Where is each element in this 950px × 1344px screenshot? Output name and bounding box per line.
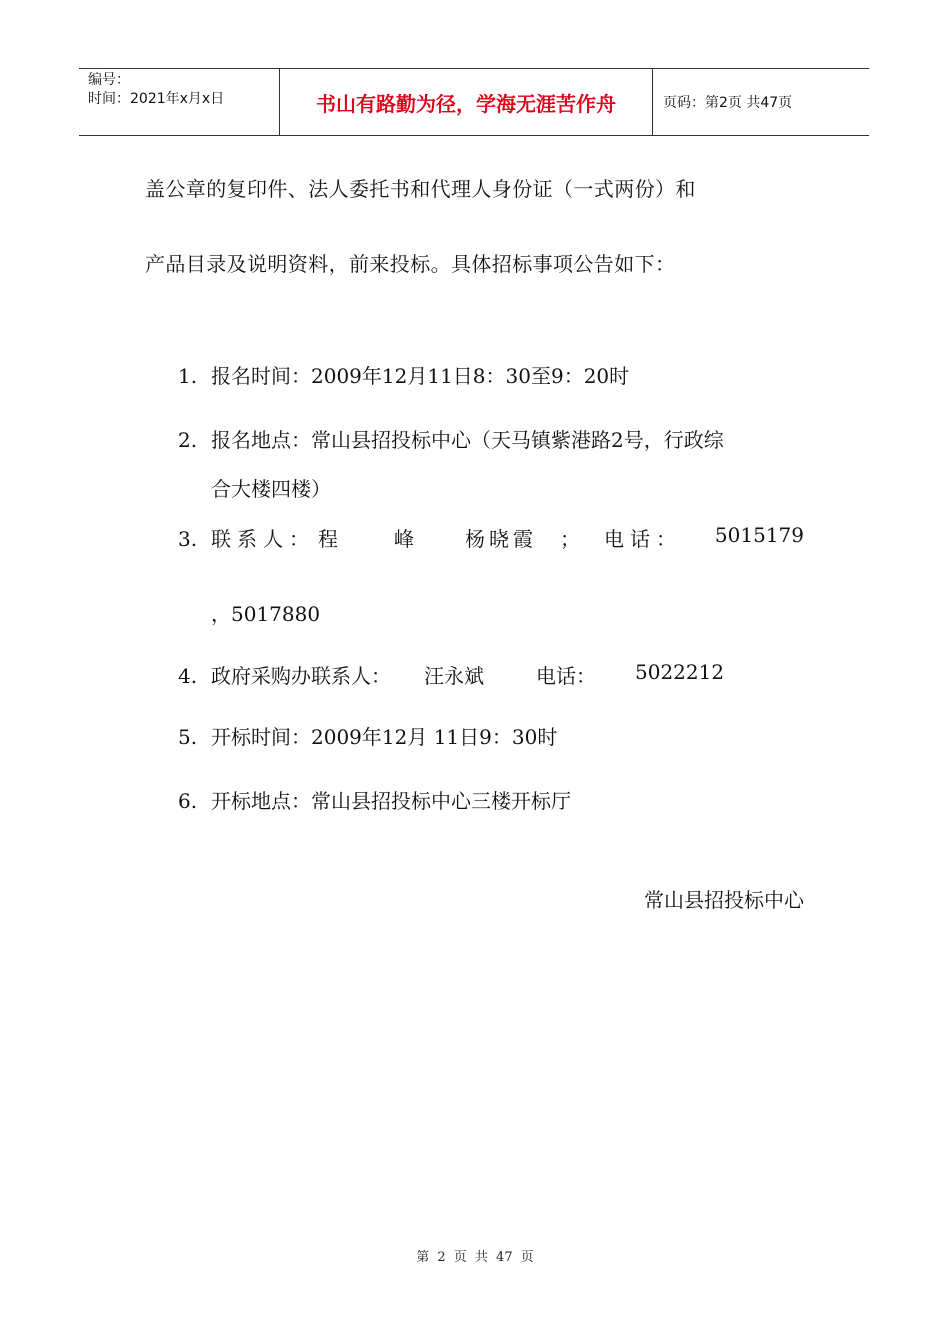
list-item-continuation: ，5017880 <box>211 602 321 626</box>
number-label: 编号： <box>88 72 130 88</box>
paragraph-line-2: 产品目录及说明资料，前来投标。具体招标事项公告如下： <box>145 252 676 276</box>
list-text: 开标地点：常山县招投标中心三楼开标厅 <box>211 789 571 813</box>
list-item <box>178 424 724 453</box>
list-item <box>178 785 571 814</box>
list-text: 开标时间：2009年12月 11日9：30时 <box>211 725 558 749</box>
paragraph-line-1: 盖公章的复印件、法人委托书和代理人身份证（一式两份）和 <box>145 177 696 201</box>
list-text: 报名地点：常山县招投标中心（天马镇紫港路2号，行政综 <box>211 428 724 452</box>
list-number: 5. <box>178 725 198 749</box>
phone-number: 5022212 <box>635 660 725 684</box>
page-footer: 第 2 页 共 47 页 <box>416 1250 534 1265</box>
list-item-continuation: 合大楼四楼） <box>211 477 331 501</box>
list-number: 4. <box>178 664 198 688</box>
header-page-info: 页码：第2页 共47页 <box>663 95 793 111</box>
time-label: 时间：2021年x月x日 <box>88 91 225 107</box>
header-motto: 书山有路勤为径，学海无涯苦作舟 <box>280 69 653 135</box>
contact-label: 联系人： <box>211 527 315 551</box>
contact-label: 政府采购办联系人： <box>211 664 391 688</box>
phone-label: 电话： <box>536 664 596 688</box>
contact-person-1: 程 峰 <box>318 527 432 551</box>
contact-separator: ； <box>560 527 580 551</box>
list-item <box>178 523 804 552</box>
list-item <box>178 360 629 389</box>
phone-label: 电话： <box>604 527 682 551</box>
contact-person: 汪永斌 <box>424 664 484 688</box>
header-meta <box>79 69 280 135</box>
contact-person-2: 杨晓霞 <box>465 527 537 551</box>
signature: 常山县招投标中心 <box>644 888 804 912</box>
phone-number-1: 5015179 <box>714 523 804 547</box>
list-number: 3. <box>178 527 198 551</box>
list-number: 6. <box>178 789 198 813</box>
list-text: 报名时间：2009年12月11日8：30至9：20时 <box>211 364 630 388</box>
list-number: 2. <box>178 428 198 452</box>
list-number: 1. <box>178 364 198 388</box>
list-item <box>178 721 557 750</box>
header-table <box>79 68 869 136</box>
list-item <box>178 660 725 689</box>
